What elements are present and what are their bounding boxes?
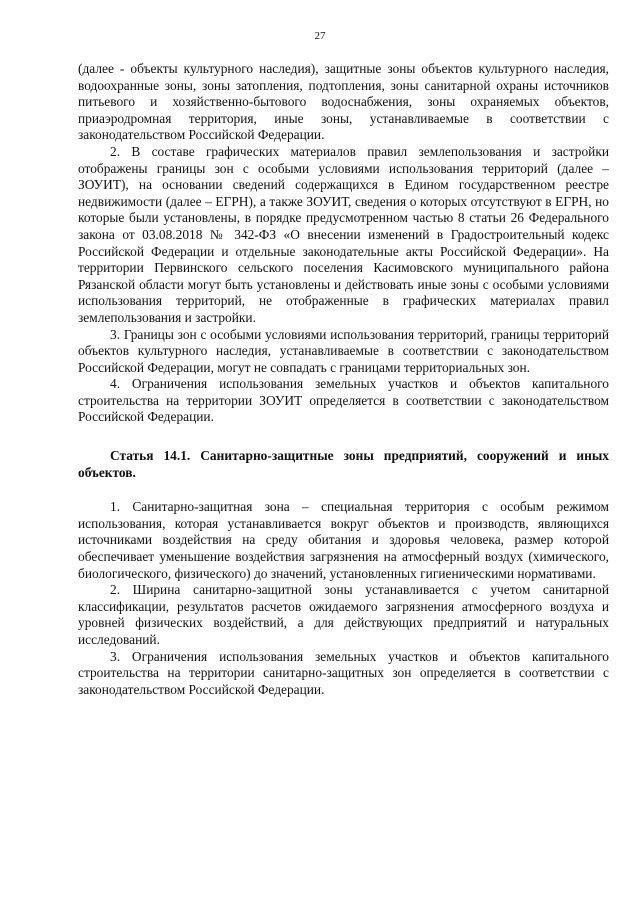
paragraph-item-2: 2. В составе графических материалов правил землепользования и застройки отображены границы зон с особыми условиями использования территорий (далее – ЗОУИТ), на основании сведений содержащихся в Едином государственном реестре недвижимости (далее – ЕГРН), а также ЗОУИТ, сведения о которых отсутствуют в ЕГРН, но которые были установлены, в порядке предусмотренном частью 8 статьи 26 Федерального закона от 03.08.2018 № 342-ФЗ «О внесении изменений в Градостроительный кодекс Российской Федерации и отдельные законодательные акты Российской Федерации». На территории Первинского сельского поселения Касимовского муниципального района Рязанской области могут быть установлены и действовать иные зоны с особыми условиями использования территорий, не отображенные в графических материалах правил землепользования и застройки. (78, 143, 609, 325)
paragraph-continuation: (далее - объекты культурного наследия), защитные зоны объектов культурного наследия, водоохранные зоны, зоны затопления, подтопления, зоны санитарной охраны источников питьевого и хозяйственно-бытового водоснабжения, зоны охраняемых объектов, приаэродромная территория, иные зоны, устанавливаемые в соответствии с законодательством Российской Федерации. (78, 61, 609, 143)
paragraph-item-3: 3. Границы зон с особыми условиями использования территорий, границы территорий объектов культурного наследия, устанавливаемые в соответствии с законодательством Российской Федерации, могут не совпадать с границами территориальных зон. (78, 326, 609, 375)
article-heading: Статья 14.1. Санитарно-защитные зоны предприятий, сооружений и иных объектов. (78, 448, 609, 480)
article-paragraph-2: 2. Ширина санитарно-защитной зоны устанавливается с учетом санитарной классификации, результатов расчетов ожидаемого загрязнения атмосферного воздуха и уровней физических воздействий, а для действующих предприятий и натуральных исследований. (78, 582, 609, 647)
page-number: 27 (314, 30, 326, 42)
paragraph-item-4: 4. Ограничения использования земельных участков и объектов капитального строительства на территории ЗОУИТ определяется в соответствии с законодательством Российской Федерации. (78, 376, 609, 425)
article-paragraph-3: 3. Ограничения использования земельных участков и объектов капитального строительства на территории санитарно-защитных зон определяется в соответствии с законодательством Российской Федерации. (78, 648, 609, 697)
article-paragraph-1: 1. Санитарно-защитная зона – специальная территория с особым режимом использования, которая устанавливается вокруг объектов и производств, являющихся источниками воздействия на среду обитания и здоровья человека, размер которой обеспечивает уменьшение воздействия загрязнения на атмосферный воздух (химического, биологического, физического) до значений, установленных гигиеническими нормативами. (78, 499, 609, 581)
heading-spacer (78, 481, 609, 499)
document-body (78, 61, 609, 698)
